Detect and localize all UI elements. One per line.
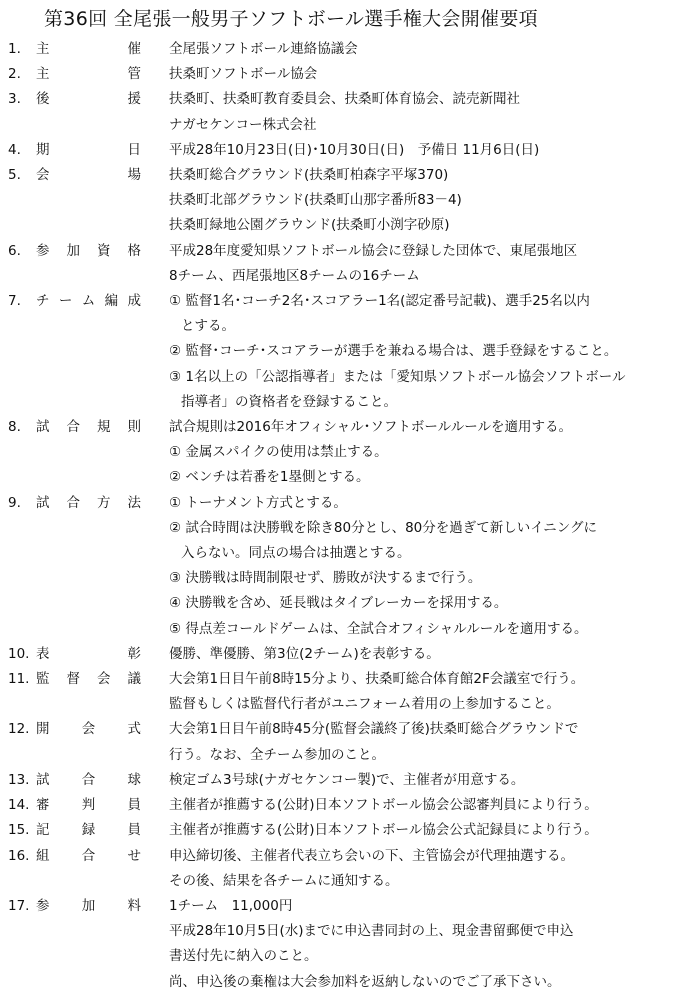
section-item (0, 62, 700, 87)
section-label-char: 期 (36, 141, 50, 158)
section-line: 扶桑町総合グラウンド(扶桑町柏森字平塚370) (169, 167, 449, 184)
section-item (0, 138, 700, 163)
section-number: 13. (8, 771, 30, 788)
section-label-char: 参 (36, 897, 50, 914)
section-label (36, 62, 141, 87)
section-body (169, 768, 689, 793)
section-line: ② ベンチは若番を1塁側とする。 (169, 469, 370, 486)
section-label-char: 録 (81, 822, 96, 839)
section-item (0, 642, 700, 667)
section-label-char: 合 (81, 771, 96, 788)
section-label-char: 組 (36, 847, 50, 864)
section-label-char: 加 (66, 242, 80, 259)
section-line: ① 金属スパイクの使用は禁止する。 (169, 444, 388, 461)
section-line: 平成28年10月5日(水)までに申込書同封の上、現金書留郵便で申込 (169, 923, 574, 940)
section-label-char: 主 (36, 66, 50, 83)
section-label-char: 援 (127, 91, 141, 108)
section-number: 7. (8, 293, 21, 310)
section-list (0, 37, 700, 995)
section-label-char: 加 (81, 897, 96, 914)
section-number: 4. (8, 141, 21, 158)
section-label-char: 議 (127, 671, 141, 688)
section-item (0, 415, 700, 491)
section-line: 扶桑町緑地公園グラウンド(扶桑町小渕字砂原) (169, 217, 450, 234)
section-label-char: 会 (36, 167, 50, 184)
section-number: 2. (8, 66, 21, 83)
section-label-char: 員 (127, 822, 141, 839)
section-body (169, 491, 689, 642)
section-line: 入らない。同点の場合は抽選とする。 (181, 545, 411, 562)
section-body (169, 138, 689, 163)
section-number: 16. (8, 847, 30, 864)
section-line: ④ 決勝戦を含め、延長戦はタイブレーカーを採用する。 (169, 595, 508, 612)
section-label (36, 138, 141, 163)
section-label-char: 会 (97, 671, 111, 688)
section-line: 主催者が推薦する(公財)日本ソフトボール協会公式記録員により行う。 (169, 822, 598, 839)
section-body (169, 239, 689, 289)
section-item (0, 667, 700, 717)
section-label (36, 415, 141, 440)
section-line: 検定ゴム3号球(ナガセケンコー製)で、主催者が用意する。 (169, 771, 525, 788)
section-line: ナガセケンコー株式会社 (169, 116, 317, 133)
section-body (169, 818, 689, 843)
section-line: 大会第1日目午前8時15分より、扶桑町総合体育館2F会議室で行う。 (169, 671, 585, 688)
section-item (0, 87, 700, 137)
section-line: 優勝、準優勝、第3位(2チーム)を表彰する。 (169, 645, 440, 662)
section-number: 9. (8, 494, 21, 511)
section-label-char: 試 (36, 419, 50, 436)
section-line: ② 監督･コーチ･スコアラーが選手を兼ねる場合は、選手登録をすること。 (169, 343, 618, 360)
section-body (169, 642, 689, 667)
section-line: 監督もしくは監督代行者がユニフォーム着用の上参加すること。 (169, 696, 560, 713)
section-label (36, 163, 141, 188)
section-label-char: 則 (127, 419, 141, 436)
section-label (36, 717, 141, 742)
section-number: 8. (8, 419, 21, 436)
section-number: 12. (8, 721, 30, 738)
section-line: 指導者」の資格者を登録すること。 (181, 393, 397, 410)
section-body (169, 894, 689, 995)
section-label-char: 合 (81, 847, 96, 864)
section-label (36, 642, 141, 667)
section-item (0, 239, 700, 289)
section-label-char: 球 (127, 771, 141, 788)
section-label-char: 監 (36, 671, 50, 688)
section-number: 11. (8, 671, 30, 688)
section-item (0, 768, 700, 793)
section-label-char: 会 (81, 721, 96, 738)
section-line: 行う。なお、全チーム参加のこと。 (169, 746, 385, 763)
section-item (0, 37, 700, 62)
section-line: 尚、申込後の棄権は大会参加料を返納しないのでご了承下さい。 (169, 973, 561, 990)
section-line: ⑤ 得点差コールドゲームは、全試合オフィシャルルールを適用する。 (169, 620, 588, 637)
section-body (169, 289, 689, 415)
section-line: 扶桑町北部グラウンド(扶桑町山那字番所83－4) (169, 192, 462, 209)
section-label-char: 管 (127, 66, 141, 83)
section-number: 17. (8, 897, 30, 914)
section-item (0, 793, 700, 818)
section-label-char: 主 (36, 41, 50, 57)
section-item (0, 818, 700, 843)
section-label (36, 37, 141, 62)
section-label-char: 方 (97, 494, 111, 511)
section-label-char: 督 (66, 671, 80, 688)
section-line: 主催者が推薦する(公財)日本ソフトボール協会公認審判員により行う。 (169, 797, 598, 814)
section-line: ① トーナメント方式とする。 (169, 494, 347, 511)
section-line: ② 試合時間は決勝戦を除き80分とし、80分を過ぎて新しいイニングに (169, 519, 597, 536)
section-label-char: せ (127, 847, 141, 864)
section-label-char: 審 (36, 797, 50, 814)
section-label-char: 料 (127, 897, 141, 914)
section-body (169, 793, 689, 818)
section-label-char: 日 (127, 141, 141, 158)
section-line: ① 監督1名･コーチ2名･スコアラー1名(認定番号記載)、選手25名以内 (169, 293, 590, 310)
document-title: 第36回 全尾張一般男子ソフトボール選手権大会開催要項 (44, 8, 538, 30)
section-label-char: 格 (127, 242, 141, 259)
section-label (36, 667, 141, 692)
section-label-char: 開 (36, 721, 50, 738)
section-item (0, 844, 700, 894)
section-body (169, 667, 689, 717)
section-label-char: 編 (104, 293, 119, 310)
section-label-char: チ (36, 293, 50, 310)
section-number: 5. (8, 167, 21, 184)
section-label-char: 合 (66, 419, 80, 436)
section-line: その後、結果を各チームに通知する。 (169, 872, 399, 889)
section-item (0, 894, 700, 995)
section-body (169, 87, 689, 137)
section-line: ③ 決勝戦は時間制限せず、勝敗が決するまで行う。 (169, 570, 482, 587)
section-body (169, 62, 689, 87)
section-label-char: 催 (127, 41, 141, 57)
section-number: 10. (8, 645, 30, 662)
section-number: 3. (8, 91, 21, 108)
section-label-char: 成 (127, 293, 141, 310)
section-label-char: 表 (36, 645, 50, 662)
section-label (36, 289, 141, 314)
section-label-char: 資 (97, 242, 111, 259)
section-label-char: 試 (36, 771, 50, 788)
section-label (36, 491, 141, 516)
section-label-char: 合 (66, 494, 80, 511)
section-body (169, 163, 689, 239)
section-body (169, 415, 689, 491)
section-item (0, 717, 700, 767)
section-line: 全尾張ソフトボール連絡協議会 (169, 41, 358, 57)
section-line: ③ 1名以上の「公認指導者」または「愛知県ソフトボール協会ソフトボール (169, 368, 626, 385)
section-item (0, 289, 700, 415)
section-label-char: ー (58, 293, 73, 310)
section-number: 1. (8, 41, 21, 57)
section-body (169, 844, 689, 894)
section-item (0, 163, 700, 239)
section-label (36, 768, 141, 793)
section-number: 15. (8, 822, 30, 839)
section-line: 書送付先に納入のこと。 (169, 948, 318, 965)
section-label (36, 239, 141, 264)
section-line: 大会第1日目午前8時45分(監督会議終了後)扶桑町総合グラウンドで (169, 721, 579, 738)
section-label-char: 試 (36, 494, 50, 511)
section-body (169, 717, 689, 767)
section-label (36, 844, 141, 869)
section-item (0, 491, 700, 642)
section-line: 申込締切後、主催者代表立ち会いの下、主管協会が代理抽選する。 (169, 847, 574, 864)
section-label (36, 818, 141, 843)
section-label-char: 員 (127, 797, 141, 814)
section-label-char: 判 (81, 797, 96, 814)
section-line: 8チーム、西尾張地区8チームの16チーム (169, 267, 420, 284)
section-label-char: 彰 (127, 645, 141, 662)
section-line: 扶桑町ソフトボール協会 (169, 66, 318, 83)
section-label (36, 87, 141, 112)
section-label-char: ム (81, 293, 96, 310)
section-label-char: 記 (36, 822, 50, 839)
section-number: 6. (8, 242, 21, 259)
section-line: とする。 (181, 318, 235, 335)
section-label (36, 793, 141, 818)
section-line: 平成28年度愛知県ソフトボール協会に登録した団体で、東尾張地区 (169, 242, 578, 259)
section-label-char: 場 (127, 167, 141, 184)
section-line: 平成28年10月23日(日)･10月30日(日) 予備日 11月6日(日) (169, 141, 540, 158)
section-label-char: 法 (127, 494, 141, 511)
section-number: 14. (8, 797, 30, 814)
section-label-char: 後 (36, 91, 50, 108)
section-line: 扶桑町、扶桑町教育委員会、扶桑町体育協会、読売新聞社 (169, 91, 520, 108)
section-body (169, 37, 689, 62)
section-label-char: 式 (127, 721, 141, 738)
section-label-char: 規 (97, 419, 111, 436)
section-line: 1チーム 11,000円 (169, 897, 293, 914)
section-label (36, 894, 141, 919)
section-line: 試合規則は2016年オフィシャル･ソフトボールルールを適用する。 (169, 419, 572, 436)
section-label-char: 参 (36, 242, 50, 259)
